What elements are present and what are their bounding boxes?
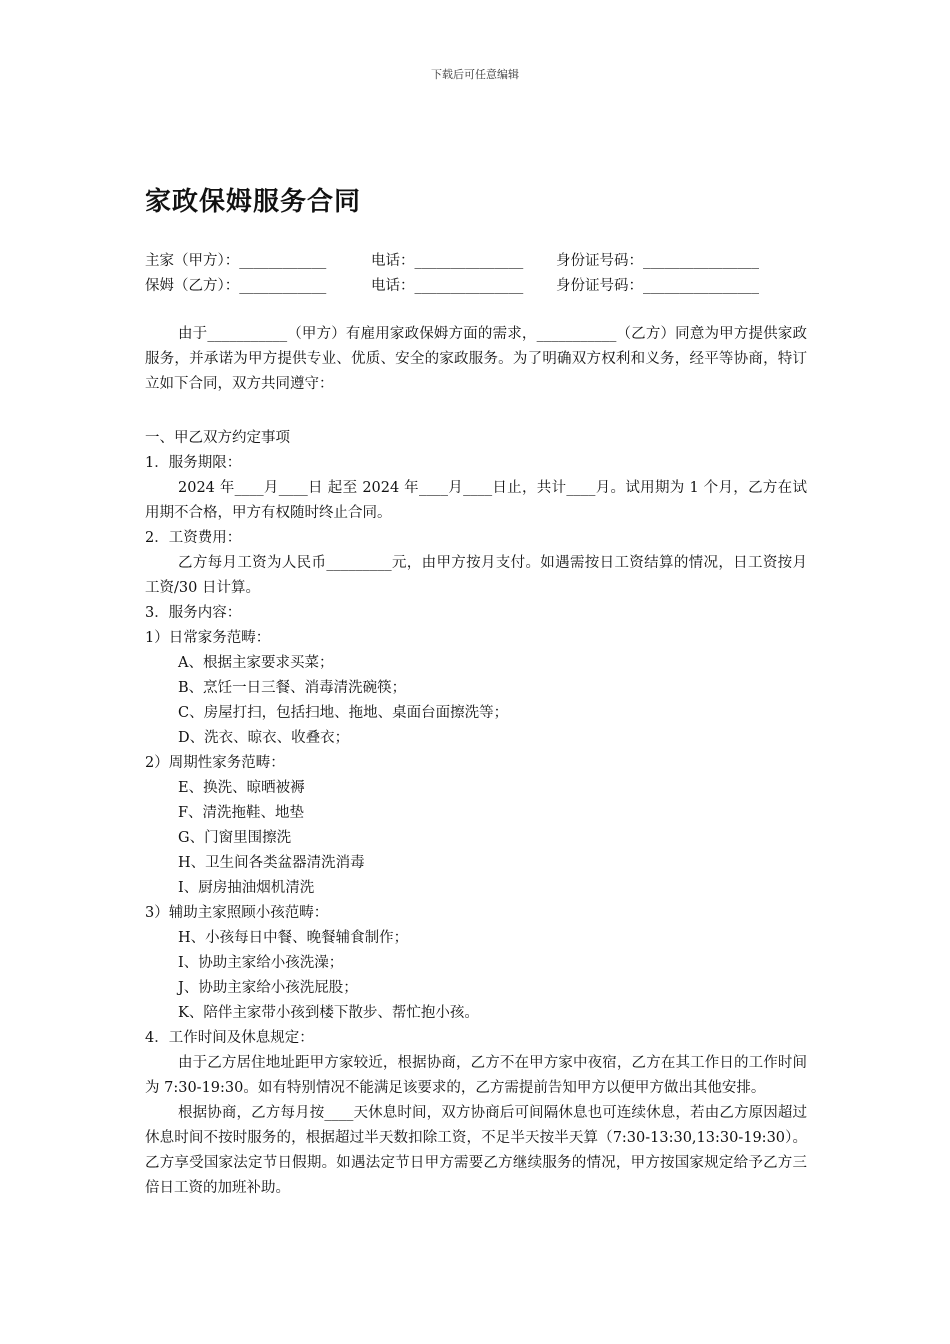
rest-days-paragraph: 根据协商，乙方每月按____天休息时间，双方协商后可间隔休息也可连续休息，若由乙方原因超过休息时间不按时服务的，根据超过半天数扣除工资，不足半天按半天算（7:30-13:30,13:30-19:30）。乙方享受国家法定节日假期。如遇法定节日甲方需要乙方继续服务的情况，甲方按国家规定给予乙方三倍日工资的加班补助。 <box>145 1105 807 1196</box>
party-b-phone: 电话：_______________ <box>371 278 524 294</box>
party-row-b <box>145 274 759 299</box>
party-b-id: 身份证号码：________________ <box>556 278 759 294</box>
service-term-text: 2024 年____月____日 起至 2024 年____月____日止，共计____月。试用期为 1 个月，乙方在试用期不合格，甲方有权随时终止合同。 <box>145 480 807 521</box>
list-item: B、烹饪一日三餐、消毒清洗碗筷； <box>178 680 407 696</box>
party-a-label: 主家（甲方）：____________ <box>145 253 327 269</box>
list-item: J、协助主家给小孩洗屁股； <box>178 980 358 996</box>
contract-body <box>145 322 807 1201</box>
daily-chores-heading: 1）日常家务范畴： <box>145 630 271 646</box>
parties-block <box>145 249 759 299</box>
periodic-chores-heading: 2）周期性家务范畴： <box>145 755 285 771</box>
wage-heading: 2．工资费用： <box>145 530 242 546</box>
work-hours-paragraph: 由于乙方居住地址距甲方家较近，根据协商，乙方不在甲方家中夜宿，乙方在其工作日的工作时间为 7:30-19:30。如有特别情况不能满足该要求的，乙方需提前告知甲方以便甲方做出其他安排。 <box>145 1055 807 1096</box>
party-a-id: 身份证号码：________________ <box>556 253 759 269</box>
service-content-heading: 3．服务内容： <box>145 605 242 621</box>
childcare-heading: 3）辅助主家照顾小孩范畴： <box>145 905 329 921</box>
intro-paragraph: 由于___________（甲方）有雇用家政保姆方面的需求，___________（乙方）同意为甲方提供家政服务，并承诺为甲方提供专业、优质、安全的家政服务。为了明确双方权利和义务，经平等协商，特订立如下合同，双方共同遵守： <box>145 326 807 392</box>
list-item: D、洗衣、晾衣、收叠衣； <box>178 730 350 746</box>
list-item: F、清洗拖鞋、地垫 <box>178 805 305 821</box>
list-item: I、厨房抽油烟机清洗 <box>178 880 315 896</box>
wage-text: 乙方每月工资为人民币_________元，由甲方按月支付。如遇需按日工资结算的情况，日工资按月工资/30 日计算。 <box>145 555 807 596</box>
list-item: C、房屋打扫，包括扫地、拖地、桌面台面擦洗等； <box>178 705 509 721</box>
party-a-phone: 电话：_______________ <box>371 253 524 269</box>
header-note: 下载后可任意编辑 <box>431 68 519 81</box>
list-item: H、小孩每日中餐、晚餐辅食制作； <box>178 930 409 946</box>
work-hours-heading: 4．工作时间及休息规定： <box>145 1030 314 1046</box>
list-item: K、陪伴主家带小孩到楼下散步、帮忙抱小孩。 <box>178 1005 479 1021</box>
list-item: A、根据主家要求买菜； <box>178 655 334 671</box>
list-item: H、卫生间各类盆器清洗消毒 <box>178 855 365 871</box>
list-item: G、门窗里围擦洗 <box>178 830 292 846</box>
page-title: 家政保姆服务合同 <box>145 187 362 217</box>
party-b-label: 保姆（乙方）：____________ <box>145 278 327 294</box>
section-1-title: 一、甲乙双方约定事项 <box>145 430 290 446</box>
list-item: E、换洗、晾晒被褥 <box>178 780 305 796</box>
list-item: I、协助主家给小孩洗澡； <box>178 955 344 971</box>
service-term-heading: 1．服务期限： <box>145 455 242 471</box>
party-row-a <box>145 249 759 274</box>
